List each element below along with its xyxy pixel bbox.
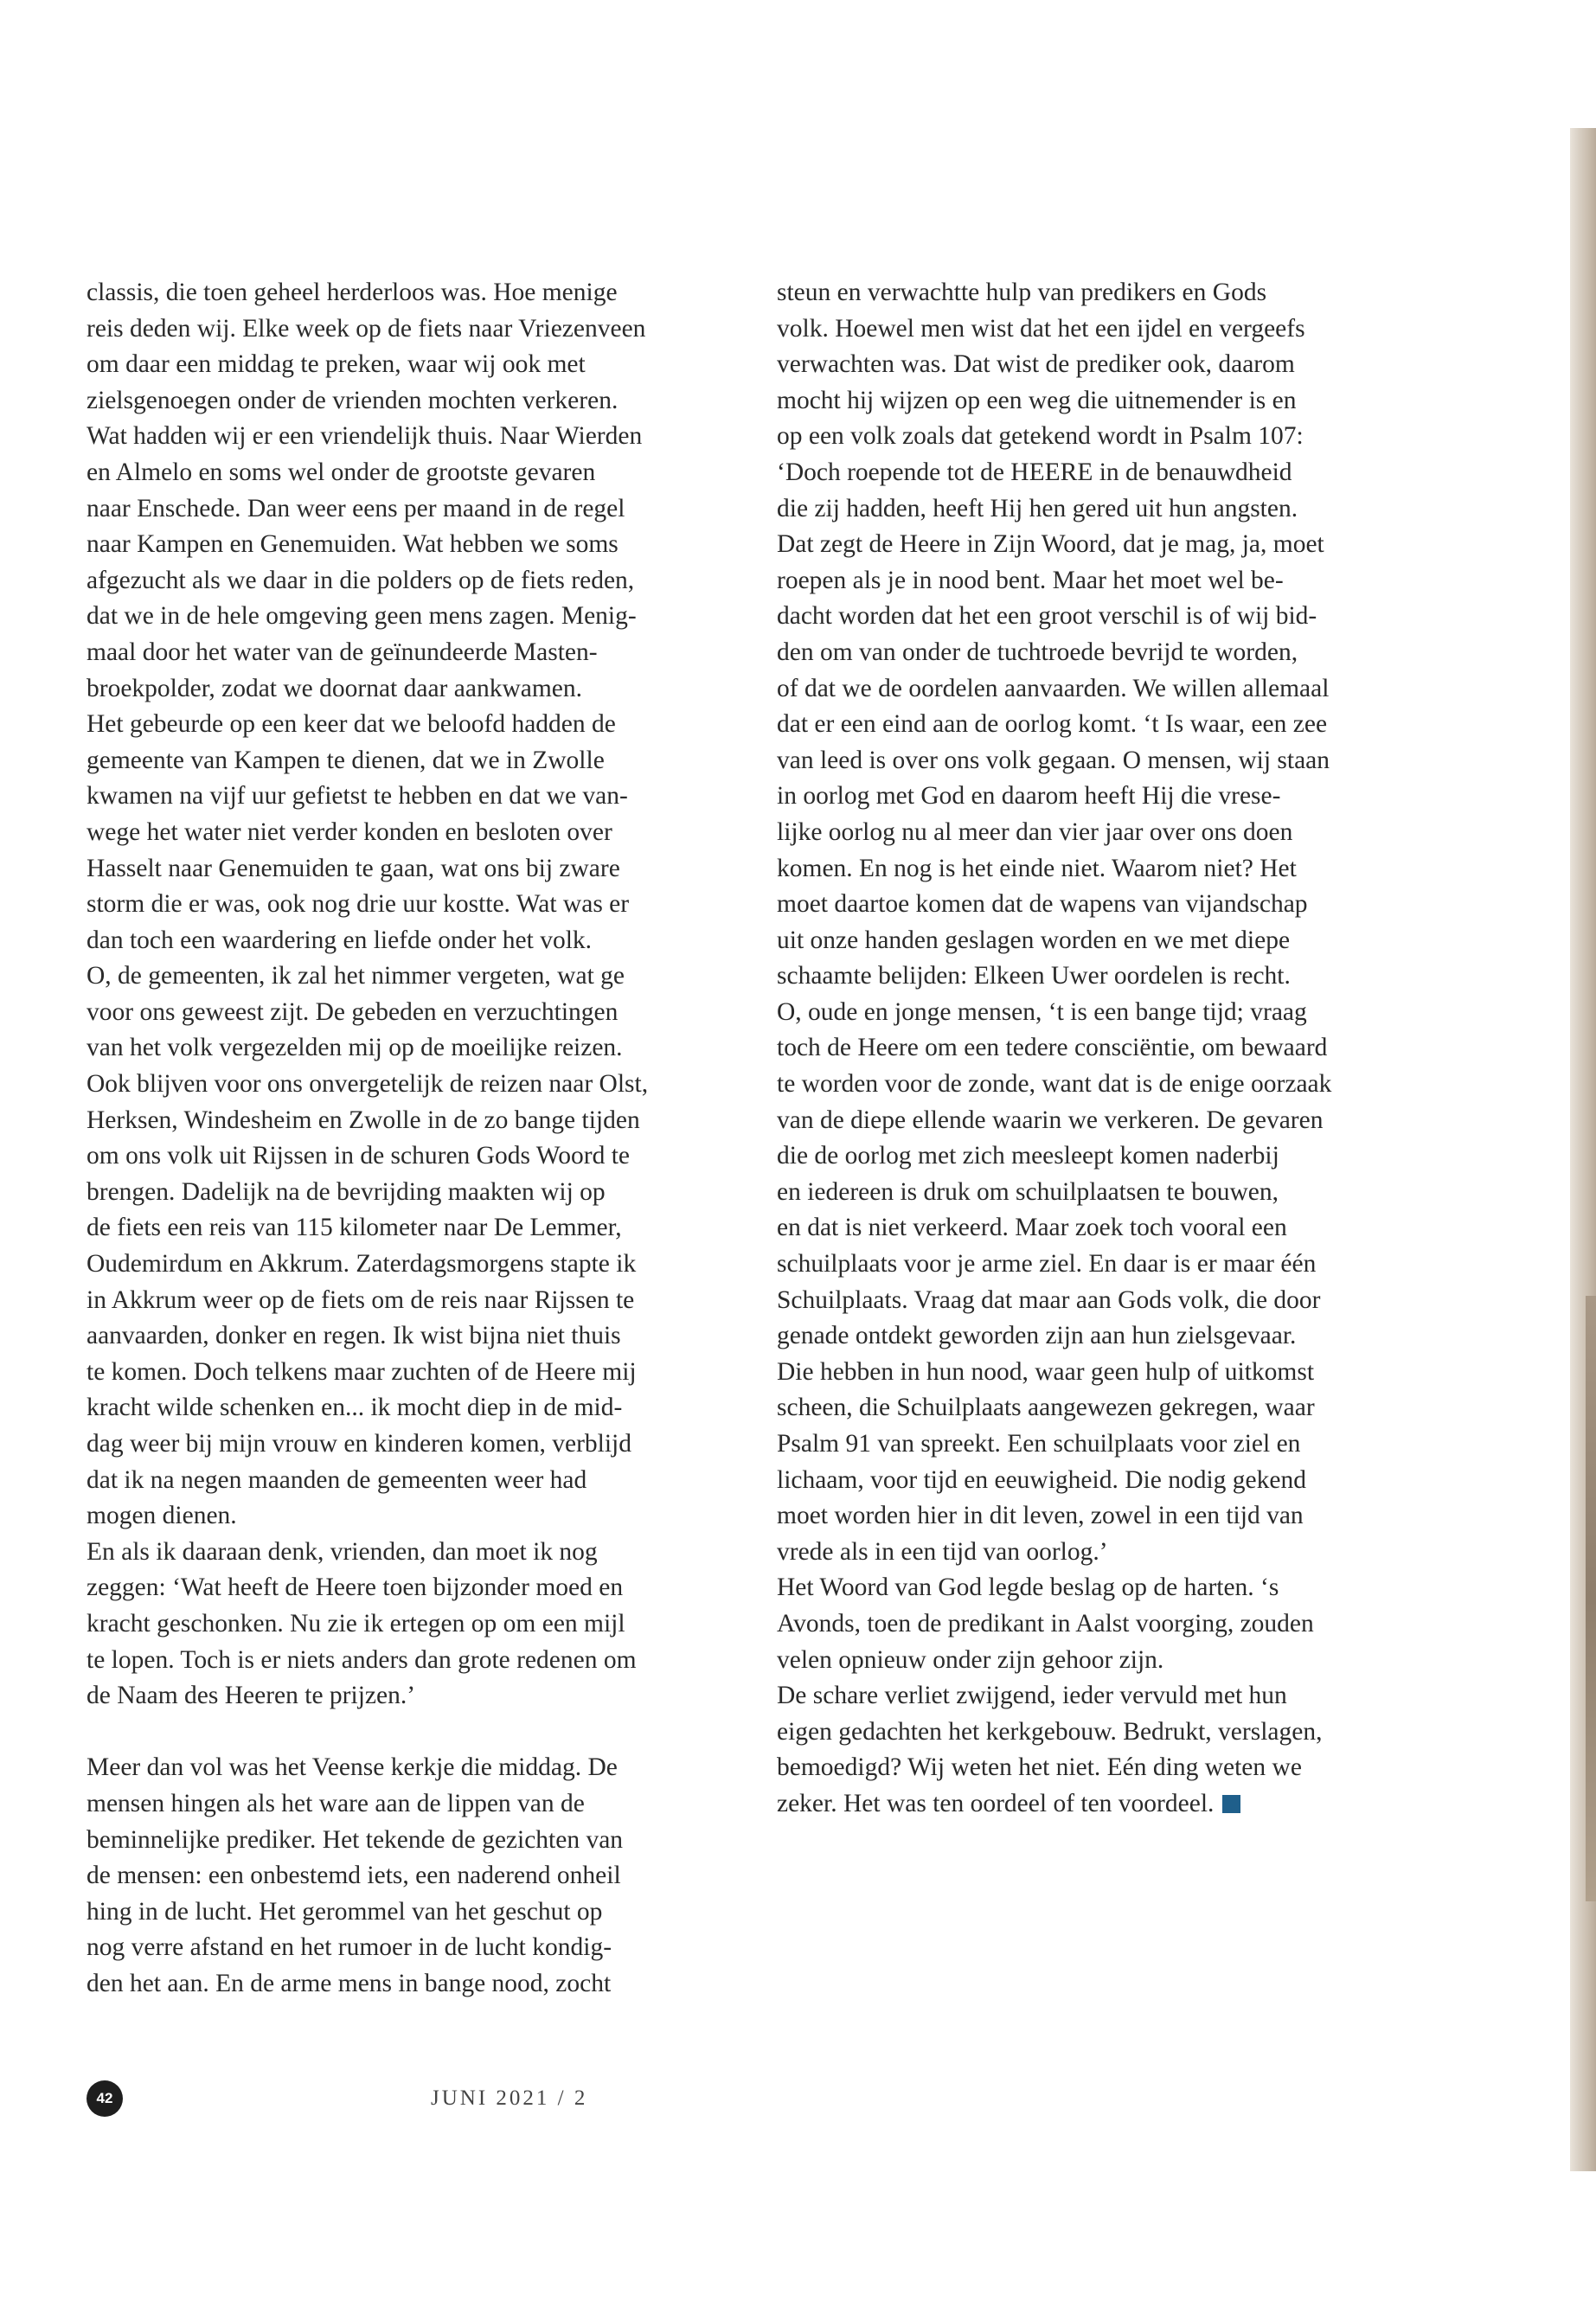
text-line xyxy=(777,743,1434,779)
text-line xyxy=(777,599,1434,635)
text-line-content: uit onze handen geslagen worden en we met diepe xyxy=(777,926,1291,954)
text-line xyxy=(777,1210,1434,1247)
text-line xyxy=(87,1318,744,1355)
text-line xyxy=(777,1390,1434,1426)
text-line-content: dag weer bij mijn vrouw en kinderen komen, verblijd xyxy=(87,1430,631,1458)
text-line-content: Hasselt naar Genemuiden te gaan, wat ons bij zware xyxy=(87,854,620,882)
text-line-content: van het volk vergezelden mij op de moeilijke reizen. xyxy=(87,1034,623,1062)
text-line-content: om daar een middag te preken, waar wij ook met xyxy=(87,350,586,379)
text-line-content: de mensen: een onbestemd iets, een naderend onheil xyxy=(87,1862,621,1890)
text-line-content: dat ik na negen maanden de gemeenten weer had xyxy=(87,1465,587,1494)
text-line-content: scheen, die Schuilplaats aangewezen gekregen, waar xyxy=(777,1394,1315,1422)
text-line-content: schaamte belijden: Elkeen Uwer oordelen is recht. xyxy=(777,962,1291,990)
text-line-content: O, de gemeenten, ik zal het nimmer vergeten, wat ge xyxy=(87,962,625,990)
text-line-content: zeker. Het was ten oordeel of ten voordeel. xyxy=(777,1789,1215,1817)
text-line xyxy=(87,1355,744,1391)
text-line-content: nog verre afstand en het rumoer in de lucht kondig- xyxy=(87,1933,612,1962)
text-line xyxy=(777,1355,1434,1391)
text-line xyxy=(87,1535,744,1571)
text-line-content: mogen dienen. xyxy=(87,1502,237,1530)
text-line xyxy=(777,1463,1434,1499)
text-line xyxy=(87,1786,744,1823)
text-line xyxy=(777,491,1434,528)
text-line-content: broekpolder, zodat we doornat daar aankwamen. xyxy=(87,674,583,702)
text-line-content: hing in de lucht. Het gerommel van het geschut op xyxy=(87,1897,603,1926)
text-line xyxy=(777,347,1434,383)
text-line xyxy=(87,419,744,455)
text-line-content: toch de Heere om een tedere consciëntie, om bewaard xyxy=(777,1034,1328,1062)
text-line-content: naar Kampen en Genemuiden. Wat hebben we soms xyxy=(87,530,619,559)
text-line-content: dat er een eind aan de oorlog komt. ‘t Is waar, een zee xyxy=(777,710,1328,739)
text-line-content: van de diepe ellende waarin we verkeren. De gevaren xyxy=(777,1106,1324,1134)
text-line-content: mensen hingen als het ware aan de lippen van de xyxy=(87,1789,585,1817)
text-line xyxy=(777,311,1434,348)
text-line-content: kwamen na vijf uur gefietst te hebben en dat we van- xyxy=(87,782,628,811)
text-line xyxy=(87,635,744,671)
photo-edge xyxy=(1570,128,1596,2171)
text-line xyxy=(87,1678,744,1715)
text-line xyxy=(777,1247,1434,1283)
text-line xyxy=(87,1894,744,1931)
text-line-content: komen. En nog is het einde niet. Waarom niet? Het xyxy=(777,854,1297,882)
text-line-content: En als ik daaraan denk, vrienden, dan moet ik nog xyxy=(87,1537,598,1566)
text-line-content: maal door het water van de geïnundeerde Masten- xyxy=(87,638,598,666)
text-line-content: beminnelijke prediker. Het tekende de gezichten van xyxy=(87,1825,624,1854)
text-line xyxy=(87,491,744,528)
text-line xyxy=(87,563,744,599)
text-line-content: afgezucht als we daar in die polders op de fiets reden, xyxy=(87,566,635,594)
text-line xyxy=(87,887,744,923)
text-line xyxy=(777,1067,1434,1103)
text-line xyxy=(777,923,1434,959)
text-line-content: genade ontdekt geworden zijn aan hun zielsgevaar. xyxy=(777,1322,1297,1350)
text-line-content: of dat we de oordelen aanvaarden. We willen allemaal xyxy=(777,674,1330,702)
text-line xyxy=(777,383,1434,420)
text-line-content: de Naam des Heeren te prijzen.’ xyxy=(87,1682,416,1710)
article-column-right xyxy=(777,275,1434,1823)
text-line xyxy=(87,1103,744,1139)
text-line-content: zeggen: ‘Wat heeft de Heere toen bijzonder moed en xyxy=(87,1574,624,1602)
article-column-left xyxy=(87,275,744,2003)
text-line-content: naar Enschede. Dan weer eens per maand in de regel xyxy=(87,494,625,522)
text-line-content: Ook blijven voor ons onvergetelijk de reizen naar Olst, xyxy=(87,1070,649,1099)
text-line-content: zielsgenoegen onder de vrienden mochten verkeren. xyxy=(87,386,619,414)
text-line-content: om ons volk uit Rijssen in de schuren Gods Woord te xyxy=(87,1142,631,1170)
text-line xyxy=(87,1390,744,1426)
text-line xyxy=(777,851,1434,888)
text-line xyxy=(777,779,1434,815)
text-line xyxy=(777,1138,1434,1175)
text-line-content: te lopen. Toch is er niets anders dan grote redenen om xyxy=(87,1645,637,1674)
text-line-content: steun en verwachtte hulp van predikers en Gods xyxy=(777,279,1267,306)
text-line xyxy=(777,1643,1434,1679)
text-line xyxy=(777,275,1434,311)
text-line xyxy=(777,1498,1434,1535)
text-line-content: den het aan. En de arme mens in bange nood, zocht xyxy=(87,1969,612,1997)
text-line xyxy=(777,1606,1434,1643)
text-line xyxy=(87,1750,744,1786)
text-line xyxy=(87,995,744,1031)
text-line-content: en dat is niet verkeerd. Maar zoek toch vooral een xyxy=(777,1214,1287,1242)
text-line xyxy=(87,671,744,708)
text-line xyxy=(87,1463,744,1499)
text-line xyxy=(87,923,744,959)
text-line-content: en iedereen is druk om schuilplaatsen te bouwen, xyxy=(777,1177,1279,1206)
text-line xyxy=(87,1570,744,1606)
text-line xyxy=(87,1175,744,1211)
paragraph-gap xyxy=(87,1715,744,1751)
text-line xyxy=(87,1930,744,1966)
text-line xyxy=(777,527,1434,563)
text-line-content: op een volk zoals dat getekend wordt in Psalm 107: xyxy=(777,422,1304,451)
text-line xyxy=(777,1175,1434,1211)
text-line-content: roepen als je in nood bent. Maar het moet wel be- xyxy=(777,566,1284,594)
text-line xyxy=(777,887,1434,923)
text-line xyxy=(777,1030,1434,1067)
text-line-content: schuilplaats voor je arme ziel. En daar is er maar één xyxy=(777,1250,1317,1279)
text-line-content: de fiets een reis van 115 kilometer naar De Lemmer, xyxy=(87,1214,622,1242)
text-line xyxy=(87,1823,744,1859)
text-line-content: die zij hadden, heeft Hij hen gered uit hun angsten. xyxy=(777,494,1298,522)
text-line xyxy=(87,383,744,420)
text-line-content: Het Woord van God legde beslag op de harten. ‘s xyxy=(777,1574,1279,1602)
text-line xyxy=(777,958,1434,995)
text-line xyxy=(87,1210,744,1247)
text-line-content: velen opnieuw onder zijn gehoor zijn. xyxy=(777,1645,1164,1674)
text-line-content: lijke oorlog nu al meer dan vier jaar over ons doen xyxy=(777,817,1293,846)
text-line xyxy=(87,1606,744,1643)
text-line xyxy=(777,1103,1434,1139)
text-line-content: ‘Doch roepende tot de HEERE in de benauwdheid xyxy=(777,458,1292,486)
text-line xyxy=(87,851,744,888)
text-line-content: van leed is over ons volk gegaan. O mensen, wij staan xyxy=(777,746,1330,774)
text-line xyxy=(87,1426,744,1463)
text-line-content: classis, die toen geheel herderloos was. Hoe menige xyxy=(87,279,618,306)
text-line-content: Dat zegt de Heere in Zijn Woord, dat je mag, ja, moet xyxy=(777,530,1324,559)
text-line-content: gemeente van Kampen te dienen, dat we in Zwolle xyxy=(87,746,605,774)
text-line-content: reis deden wij. Elke week op de fiets naar Vriezenveen xyxy=(87,314,646,343)
text-line-content: Oudemirdum en Akkrum. Zaterdagsmorgens stapte ik xyxy=(87,1250,637,1279)
text-line-content: Meer dan vol was het Veense kerkje die middag. De xyxy=(87,1753,618,1782)
text-line-content: Die hebben in hun nood, waar geen hulp of uitkomst xyxy=(777,1357,1315,1386)
text-line-content: dat we in de hele omgeving geen mens zagen. Menig- xyxy=(87,602,637,631)
text-line-content: brengen. Dadelijk na de bevrijding maakten wij op xyxy=(87,1177,606,1206)
text-line xyxy=(87,958,744,995)
text-line-content: mocht hij wijzen op een weg die uitnemender is en xyxy=(777,386,1297,414)
text-line xyxy=(777,635,1434,671)
text-line-content: Psalm 91 van spreekt. Een schuilplaats voor ziel en xyxy=(777,1430,1301,1458)
text-line xyxy=(87,707,744,743)
text-line xyxy=(87,815,744,851)
text-line xyxy=(777,815,1434,851)
text-line xyxy=(87,1030,744,1067)
text-line-content: dacht worden dat het een groot verschil is of wij bid- xyxy=(777,602,1317,631)
text-line-content: en Almelo en soms wel onder de grootste gevaren xyxy=(87,458,596,486)
text-line-content: kracht wilde schenken en... ik mocht diep in de mid- xyxy=(87,1394,623,1422)
text-line-content: bemoedigd? Wij weten het niet. Eén ding weten we xyxy=(777,1753,1302,1782)
end-of-article-square-icon xyxy=(1222,1795,1240,1813)
text-line xyxy=(777,1786,1434,1823)
text-line xyxy=(777,1750,1434,1786)
text-line xyxy=(777,671,1434,708)
text-line-content: verwachten was. Dat wist de prediker ook, daarom xyxy=(777,350,1295,379)
text-line xyxy=(87,455,744,491)
text-line-content: moet daartoe komen dat de wapens van vijandschap xyxy=(777,890,1308,919)
text-line-content: te komen. Doch telkens maar zuchten of de Heere mij xyxy=(87,1357,637,1386)
text-line xyxy=(87,1858,744,1894)
text-line-content: Avonds, toen de predikant in Aalst voorging, zouden xyxy=(777,1609,1314,1638)
text-line-content: moet worden hier in dit leven, zowel in een tijd van xyxy=(777,1502,1304,1530)
issue-label: JUNI 2021 / 2 xyxy=(431,2086,588,2110)
text-line xyxy=(87,743,744,779)
text-line-content: die de oorlog met zich meesleept komen naderbij xyxy=(777,1142,1279,1170)
text-line-content: voor ons geweest zijt. De gebeden en verzuchtingen xyxy=(87,997,619,1026)
text-line xyxy=(777,1678,1434,1715)
text-line xyxy=(777,1570,1434,1606)
text-line-content: dan toch een waardering en liefde onder het volk. xyxy=(87,926,593,954)
text-line xyxy=(87,275,744,311)
text-line-content: in Akkrum weer op de fiets om de reis naar Rijssen te xyxy=(87,1285,635,1314)
text-line xyxy=(777,707,1434,743)
text-line xyxy=(87,527,744,563)
text-line-content: aanvaarden, donker en regen. Ik wist bijna niet thuis xyxy=(87,1322,621,1350)
text-line xyxy=(87,1283,744,1319)
text-line xyxy=(87,1643,744,1679)
text-line-content: te worden voor de zonde, want dat is de enige oorzaak xyxy=(777,1070,1332,1099)
text-line xyxy=(777,1715,1434,1751)
text-line-content: volk. Hoewel men wist dat het een ijdel en vergeefs xyxy=(777,314,1305,343)
page-number-badge: 42 xyxy=(87,2080,123,2117)
text-line xyxy=(777,1283,1434,1319)
text-line-content: Wat hadden wij er een vriendelijk thuis. Naar Wierden xyxy=(87,422,643,451)
text-line-content: Het gebeurde op een keer dat we beloofd hadden de xyxy=(87,710,616,739)
text-line-content: lichaam, voor tijd en eeuwigheid. Die nodig gekend xyxy=(777,1465,1306,1494)
text-line-content: storm die er was, ook nog drie uur kostte. Wat was er xyxy=(87,890,630,919)
text-line xyxy=(777,1426,1434,1463)
text-line xyxy=(87,347,744,383)
text-line xyxy=(87,599,744,635)
text-line-content: De schare verliet zwijgend, ieder vervuld met hun xyxy=(777,1682,1287,1710)
text-line-content: kracht geschonken. Nu zie ik ertegen op om een mijl xyxy=(87,1609,625,1638)
text-line xyxy=(777,995,1434,1031)
text-line xyxy=(777,1535,1434,1571)
text-line xyxy=(777,1318,1434,1355)
text-line-content: Herksen, Windesheim en Zwolle in de zo bange tijden xyxy=(87,1106,640,1134)
text-line-content: den om van onder de tuchtroede bevrijd te worden, xyxy=(777,638,1298,666)
text-line xyxy=(87,779,744,815)
text-line xyxy=(87,311,744,348)
text-line-content: eigen gedachten het kerkgebouw. Bedrukt, verslagen, xyxy=(777,1717,1323,1746)
text-line xyxy=(87,1247,744,1283)
text-line xyxy=(87,1498,744,1535)
text-line xyxy=(777,563,1434,599)
text-line-content: vrede als in een tijd van oorlog.’ xyxy=(777,1537,1108,1566)
text-line xyxy=(777,455,1434,491)
text-line xyxy=(87,1067,744,1103)
text-line-content: in oorlog met God en daarom heeft Hij die vrese- xyxy=(777,782,1281,811)
text-line xyxy=(87,1966,744,2003)
text-line xyxy=(777,419,1434,455)
text-line-content: O, oude en jonge mensen, ‘t is een bange tijd; vraag xyxy=(777,997,1307,1026)
text-line-content: Schuilplaats. Vraag dat maar aan Gods volk, die door xyxy=(777,1285,1321,1314)
text-line xyxy=(87,1138,744,1175)
text-line-content: wege het water niet verder konden en besloten over xyxy=(87,817,612,846)
